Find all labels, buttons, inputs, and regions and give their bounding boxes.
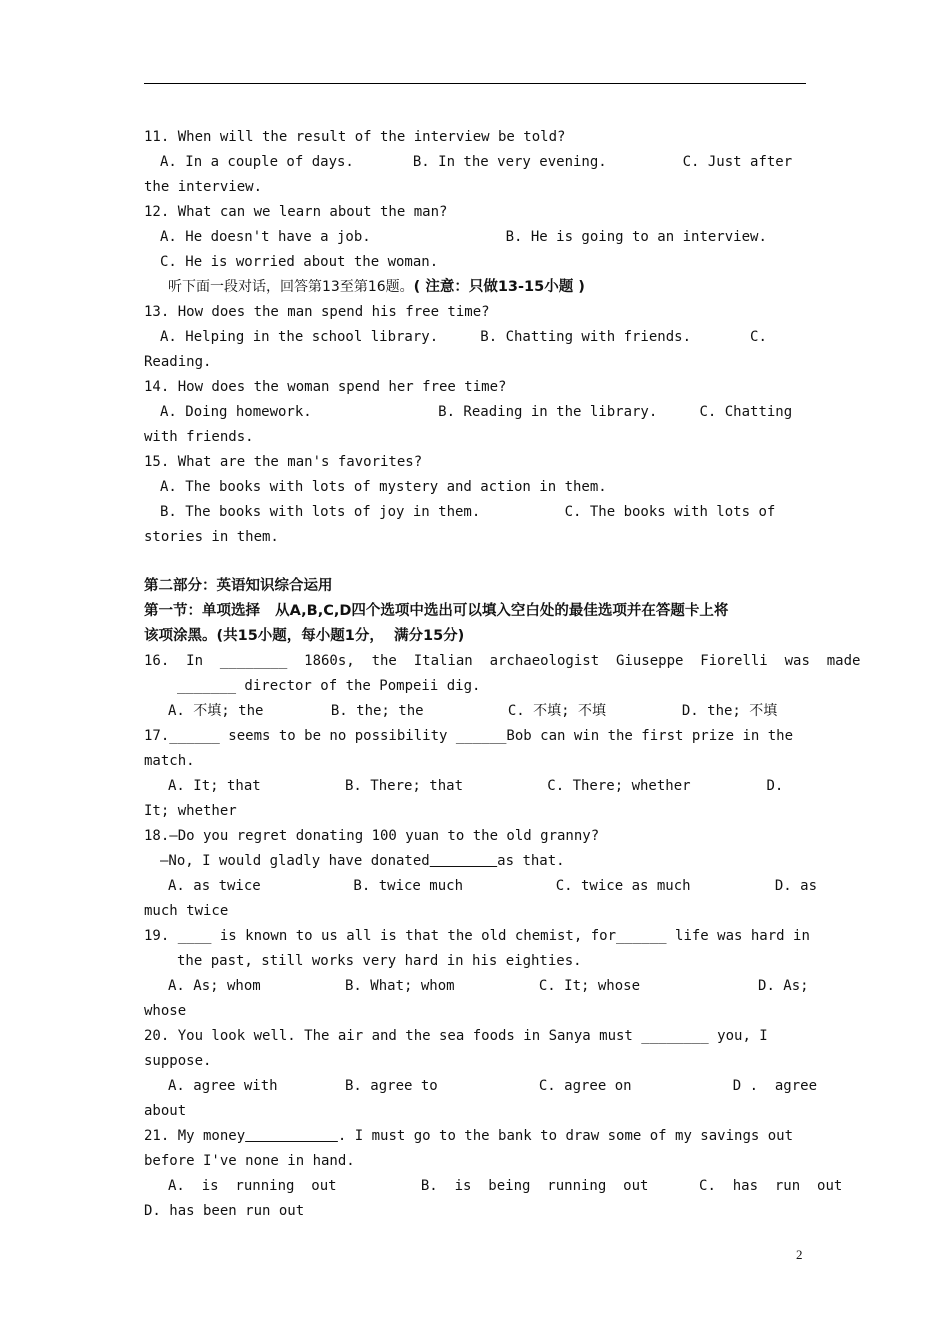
q16-stem-cont: _______ director of the Pompeii dig. [177,678,481,694]
q11-stem: 11. When will the result of the interview be told? [144,129,566,145]
section1-instruction-line1: 第一节：单项选择 从A,B,C,D四个选项中选出可以填入空白处的最佳选项并在答题卡上将 [144,603,729,619]
q15-stem: 15. What are the man's favorites? [144,454,423,470]
q20-stem-cont: suppose. [144,1053,212,1069]
q18-reply-before: —No, I would gladly have donated [160,853,430,869]
q21-stem-after: . I must go to the bank to draw some of my savings out [337,1128,794,1144]
q16-stem: 16. In ________ 1860s, the Italian archaeologist Giuseppe Fiorelli was made [144,653,861,669]
q18-reply-after: as that. [497,853,565,869]
q18-options: A. as twice B. twice much C. twice as much D. as [168,878,818,894]
q20-stem: 20. You look well. The air and the sea foods in Sanya must ________ you, I [144,1028,768,1044]
q20-options: A. agree with B. agree to C. agree on D . agree [168,1078,818,1094]
q18-reply [144,849,806,874]
q13-stem: 13. How does the man spend his free time? [144,304,490,320]
q12-stem: 12. What can we learn about the man? [144,204,448,220]
header-rule [144,83,806,84]
spacer [144,550,806,574]
q19-options: A. As; whom B. What; whom C. It; whose D. As; [168,978,809,994]
q21-stem-before: 21. My money [144,1128,246,1144]
q17-options: A. It; that B. There; that C. There; whether D. [168,778,784,794]
q19-options-cont: whose [144,1003,187,1019]
q21-stem-cont: before I've none in hand. [144,1153,355,1169]
q20-options-cont: about [144,1103,187,1119]
q16-options: A. 不填; the B. the; the C. 不填; 不填 D. the; 不填 [168,703,778,719]
q14-stem: 14. How does the woman spend her free time? [144,379,507,395]
q18-options-cont: much twice [144,903,229,919]
instruction-note: ( 注意：只做13-15小题 ) [413,279,585,295]
q15-options-cont: stories in them. [144,529,279,545]
q21-options: A. is running out B. is being running out C. has run out [168,1178,843,1194]
q12-option-c: C. He is worried about the woman. [160,254,439,270]
page-content [144,125,861,1224]
q19-stem-cont: the past, still works very hard in his eighties. [177,953,582,969]
q13-options: A. Helping in the school library. B. Chatting with friends. C. [160,329,767,345]
q21-stem-blank [245,1128,338,1144]
q12-options: A. He doesn't have a job. B. He is going to an interview. [160,229,767,245]
part2-title: 第二部分：英语知识综合运用 [144,578,333,594]
q18-stem: 18.—Do you regret donating 100 yuan to the old granny? [144,828,600,844]
q21-options-cont: D. has been run out [144,1203,305,1219]
q17-options-cont: It; whether [144,803,237,819]
instruction-text: 听下面一段对话，回答第13至第16题。 [168,279,414,295]
q17-stem-cont: match. [144,753,195,769]
section1-instruction-line2: 该项涂黑。(共15小题，每小题1分， 满分15分) [144,628,465,644]
q21-stem [144,1124,806,1149]
q15-options: B. The books with lots of joy in them. C. The books with lots of [160,504,776,520]
q13-options-cont: Reading. [144,354,212,370]
q11-options: A. In a couple of days. B. In the very evening. C. Just after [160,154,793,170]
q17-stem: 17.______ seems to be no possibility ______Bob can win the first prize in the [144,728,794,744]
q18-reply-blank [430,853,497,869]
page-number: 2 [796,1247,803,1262]
q14-options: A. Doing homework. B. Reading in the library. C. Chatting [160,404,793,420]
q14-options-cont: with friends. [144,429,254,445]
q11-options-cont: the interview. [144,179,263,195]
q15-option-a: A. The books with lots of mystery and action in them. [160,479,607,495]
listening-instruction [144,275,806,300]
q19-stem: 19. ____ is known to us all is that the old chemist, for______ life was hard in [144,928,810,944]
